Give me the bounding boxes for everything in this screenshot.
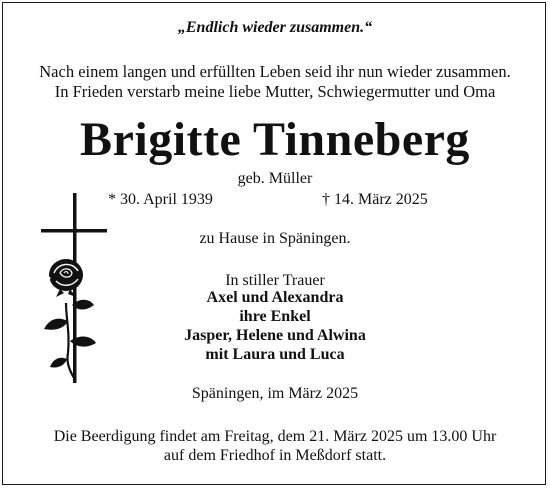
motto: „Endlich wieder zusammen.“	[177, 19, 373, 36]
place-of-death: zu Hause in Späningen.	[199, 230, 351, 247]
place-and-date: Späningen, im März 2025	[191, 385, 359, 402]
intro-line-1: Nach einem langen und erfüllten Leben seid ihr nun wieder zusammen.	[39, 62, 511, 81]
deceased-name: Brigitte Tinneberg	[80, 113, 470, 166]
birth-name: geb. Müller	[237, 170, 313, 187]
intro-line-2: In Frieden verstarb meine liebe Mutter, Schwiegermutter und Oma	[54, 82, 496, 101]
mourning-intro: In stiller Trauer	[225, 272, 325, 289]
mourner-line: Jasper, Helene und Alwina	[184, 327, 366, 344]
funeral-info-line-1: Die Beerdigung findet am Freitag, dem 21. März 2025 um 13.00 Uhr	[53, 428, 497, 445]
funeral-info-line-2: auf dem Friedhof in Meßdorf statt.	[163, 447, 387, 464]
mourner-line: ihre Enkel	[239, 308, 311, 325]
mourner-line: mit Laura und Luca	[205, 346, 345, 363]
death-date: † 14. März 2025	[322, 191, 428, 208]
mourner-line: Axel und Alexandra	[206, 289, 344, 306]
birth-date: * 30. April 1939	[108, 191, 213, 208]
